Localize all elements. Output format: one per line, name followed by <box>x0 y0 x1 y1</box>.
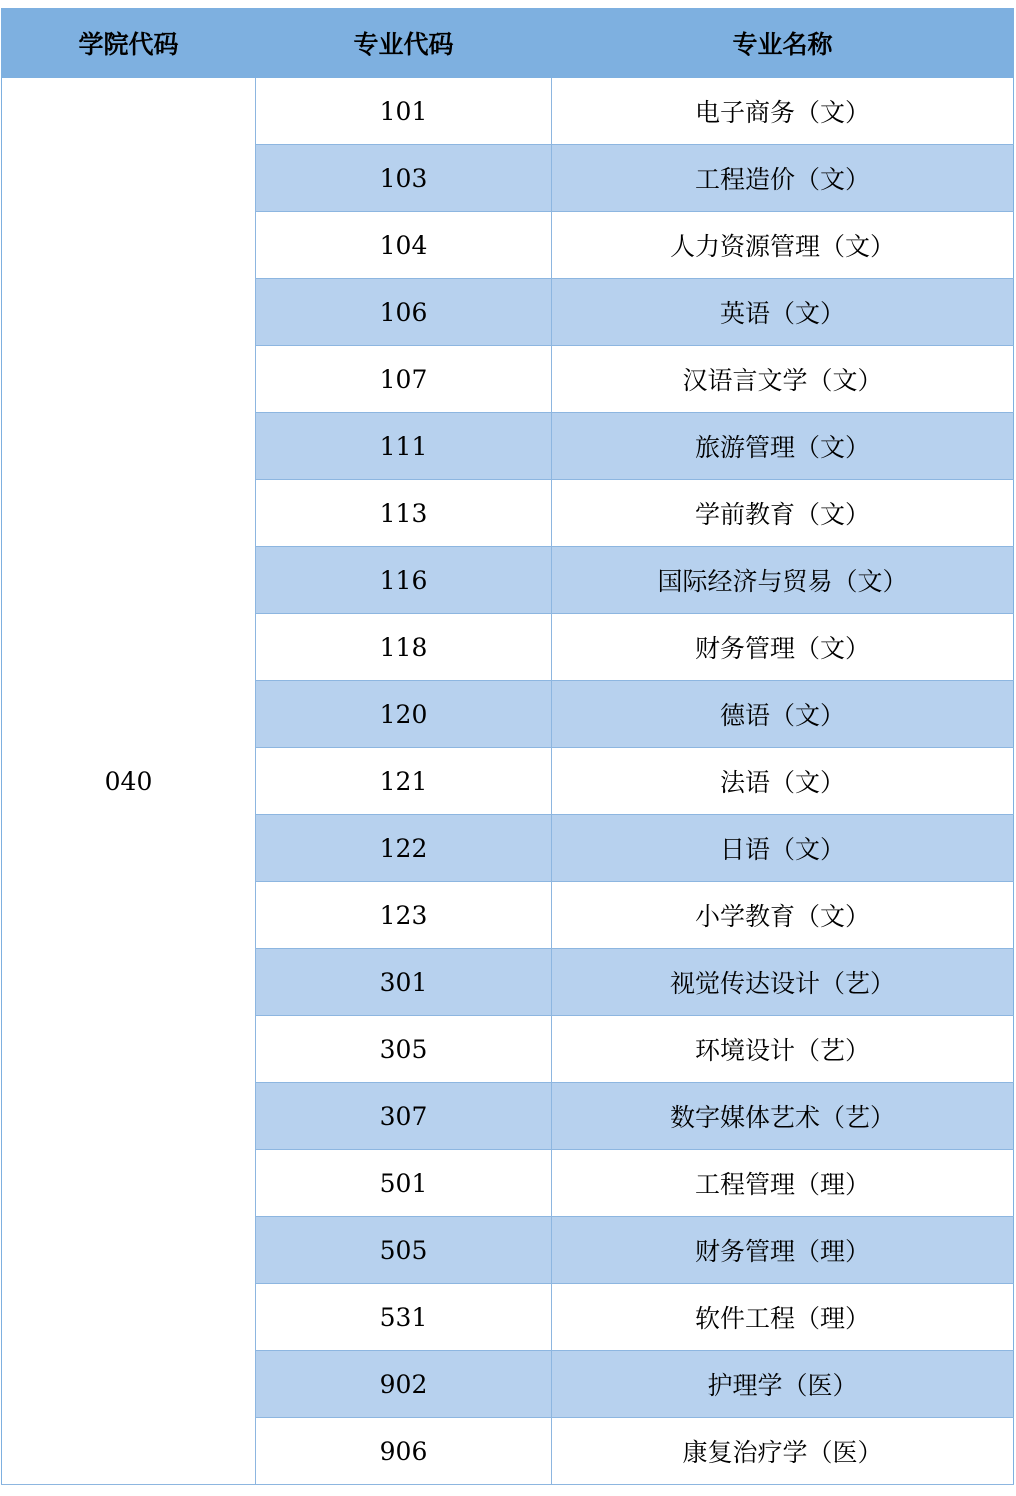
header-row <box>2 9 1014 78</box>
major-code-cell: 902 <box>256 1351 552 1418</box>
major-name-cell: 汉语言文学（文） <box>552 346 1014 413</box>
major-name-cell: 学前教育（文） <box>552 480 1014 547</box>
major-code-cell: 103 <box>256 145 552 212</box>
major-name-cell: 工程管理（理） <box>552 1150 1014 1217</box>
college-code-cell: 040 <box>2 78 256 1485</box>
major-name-cell: 国际经济与贸易（文） <box>552 547 1014 614</box>
major-name-cell: 数字媒体艺术（艺） <box>552 1083 1014 1150</box>
major-code-cell: 305 <box>256 1016 552 1083</box>
major-code-cell: 111 <box>256 413 552 480</box>
major-name-cell: 英语（文） <box>552 279 1014 346</box>
major-code-cell: 121 <box>256 748 552 815</box>
major-name-cell: 工程造价（文） <box>552 145 1014 212</box>
major-code-cell: 906 <box>256 1418 552 1485</box>
major-name-cell: 环境设计（艺） <box>552 1016 1014 1083</box>
header-major-name: 专业名称 <box>552 9 1014 78</box>
major-code-cell: 107 <box>256 346 552 413</box>
major-name-cell: 日语（文） <box>552 815 1014 882</box>
major-name-cell: 护理学（医） <box>552 1351 1014 1418</box>
major-code-cell: 122 <box>256 815 552 882</box>
major-code-cell: 505 <box>256 1217 552 1284</box>
major-name-cell: 财务管理（文） <box>552 614 1014 681</box>
major-name-cell: 康复治疗学（医） <box>552 1418 1014 1485</box>
major-code-cell: 106 <box>256 279 552 346</box>
major-name-cell: 旅游管理（文） <box>552 413 1014 480</box>
major-code-cell: 113 <box>256 480 552 547</box>
major-code-cell: 116 <box>256 547 552 614</box>
major-code-cell: 501 <box>256 1150 552 1217</box>
major-name-cell: 电子商务（文） <box>552 78 1014 145</box>
major-name-cell: 德语（文） <box>552 681 1014 748</box>
major-code-cell: 531 <box>256 1284 552 1351</box>
major-name-cell: 软件工程（理） <box>552 1284 1014 1351</box>
major-name-cell: 人力资源管理（文） <box>552 212 1014 279</box>
major-code-cell: 123 <box>256 882 552 949</box>
major-name-cell: 财务管理（理） <box>552 1217 1014 1284</box>
major-name-cell: 小学教育（文） <box>552 882 1014 949</box>
header-major-code: 专业代码 <box>256 9 552 78</box>
major-code-cell: 118 <box>256 614 552 681</box>
major-code-cell: 101 <box>256 78 552 145</box>
header-college-code: 学院代码 <box>2 9 256 78</box>
major-code-cell: 104 <box>256 212 552 279</box>
major-code-cell: 120 <box>256 681 552 748</box>
majors-table <box>1 8 1014 1485</box>
table-row <box>2 78 1014 145</box>
major-code-cell: 307 <box>256 1083 552 1150</box>
table-body <box>2 78 1014 1485</box>
major-name-cell: 法语（文） <box>552 748 1014 815</box>
major-code-cell: 301 <box>256 949 552 1016</box>
major-name-cell: 视觉传达设计（艺） <box>552 949 1014 1016</box>
